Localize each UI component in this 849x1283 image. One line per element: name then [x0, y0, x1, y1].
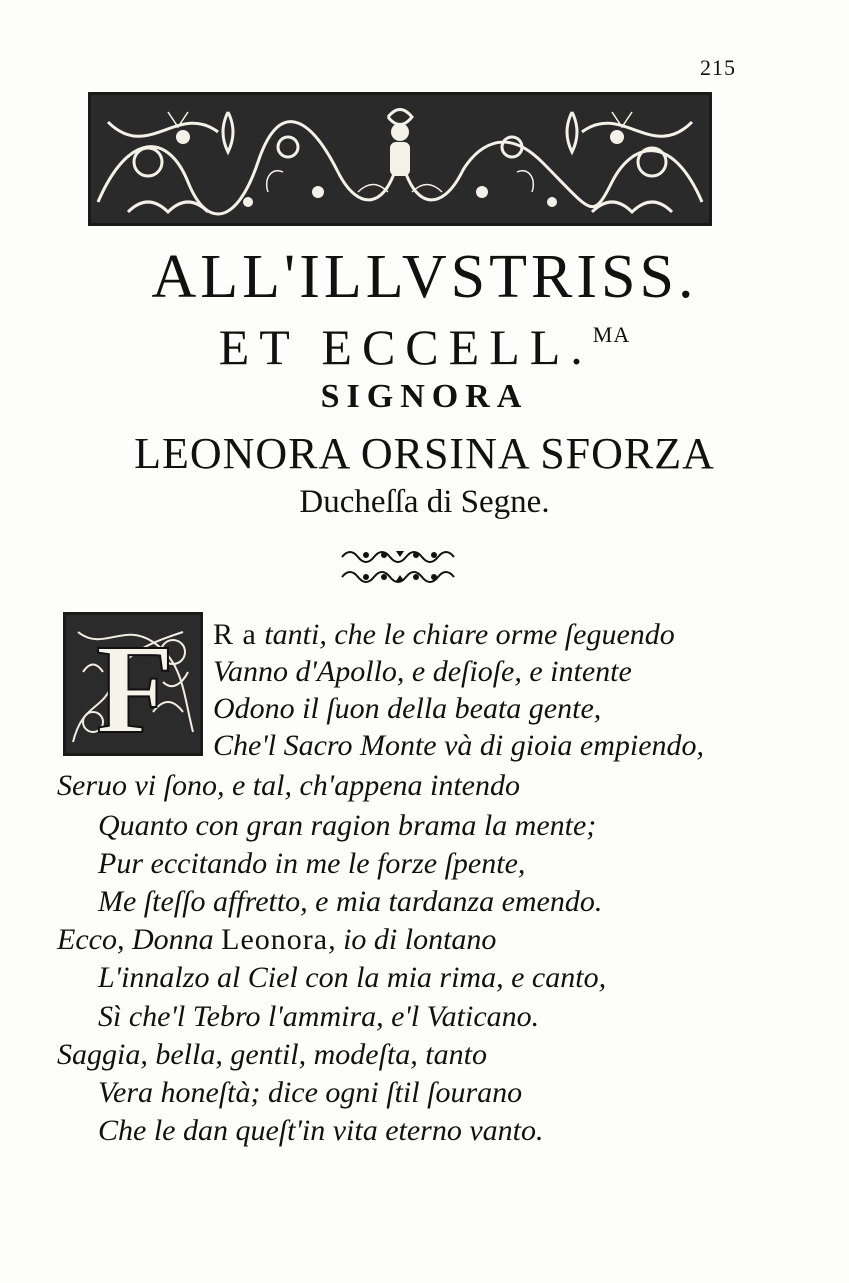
sonnet-line-8: Me ſteſſo affretto, e mia tardanza emendo. — [98, 885, 603, 918]
sonnet-line-9-post: , io di lontano — [328, 923, 497, 956]
sonnet-line-10: L'innalzo al Ciel con la mia rima, e canto, — [98, 961, 607, 994]
sonnet-line-4: Che'l Sacro Monte và di gioia empiendo, — [213, 729, 705, 762]
sonnet-line-13: Vera honeſtà; dice ogni ſtil ſourano — [98, 1076, 523, 1109]
decorated-initial-icon — [63, 612, 203, 756]
title-line2-main: ET ECCELL. — [218, 319, 593, 375]
dedicatee-title: Ducheſſa di Segne. — [299, 484, 550, 520]
sonnet-line-14: Che le dan queſt'in vita eterno vanto. — [98, 1114, 544, 1147]
sonnet-line-5: Seruo vi ſono, e tal, ch'appena intendo — [57, 769, 520, 802]
page-number: 215 — [700, 55, 736, 80]
title-line2-superscript: MA — [592, 322, 631, 347]
dedication-title-line3: SIGNORA — [320, 378, 529, 415]
svg-text:F: F — [95, 618, 175, 756]
sonnet-line-9 — [57, 925, 496, 955]
floral-putti-headpiece-icon — [88, 92, 712, 226]
sonnet-line-1-text: tanti, che le chiare orme ſeguendo — [256, 618, 675, 651]
dedication-title-line1: ALL'ILLVSTRISS. — [151, 243, 698, 311]
sonnet-line-2: Vanno d'Apollo, e deſioſe, e intente — [213, 655, 632, 688]
dedication-title-line2 — [0, 318, 849, 376]
sonnet-line-1 — [213, 620, 675, 650]
fleuron-ornament-icon — [338, 545, 462, 587]
sonnet-line-7: Pur eccitando in me le forze ſpente, — [98, 847, 526, 880]
sonnet-line-11: Sì che'l Tebro l'ammira, e'l Vaticano. — [98, 1000, 540, 1033]
sonnet-line-9-name: Leonora — [221, 923, 329, 956]
sonnet-line-9-pre: Ecco, Donna — [57, 923, 222, 956]
dedicatee-name: LEONORA ORSINA SFORZA — [134, 429, 715, 478]
sonnet-line-3: Odono il ſuon della beata gente, — [213, 692, 602, 725]
sonnet-line-12: Saggia, bella, gentil, modeſta, tanto — [57, 1038, 487, 1071]
sonnet-line-1-lead: R a — [213, 618, 257, 651]
sonnet-line-6: Quanto con gran ragion brama la mente; — [98, 809, 597, 842]
